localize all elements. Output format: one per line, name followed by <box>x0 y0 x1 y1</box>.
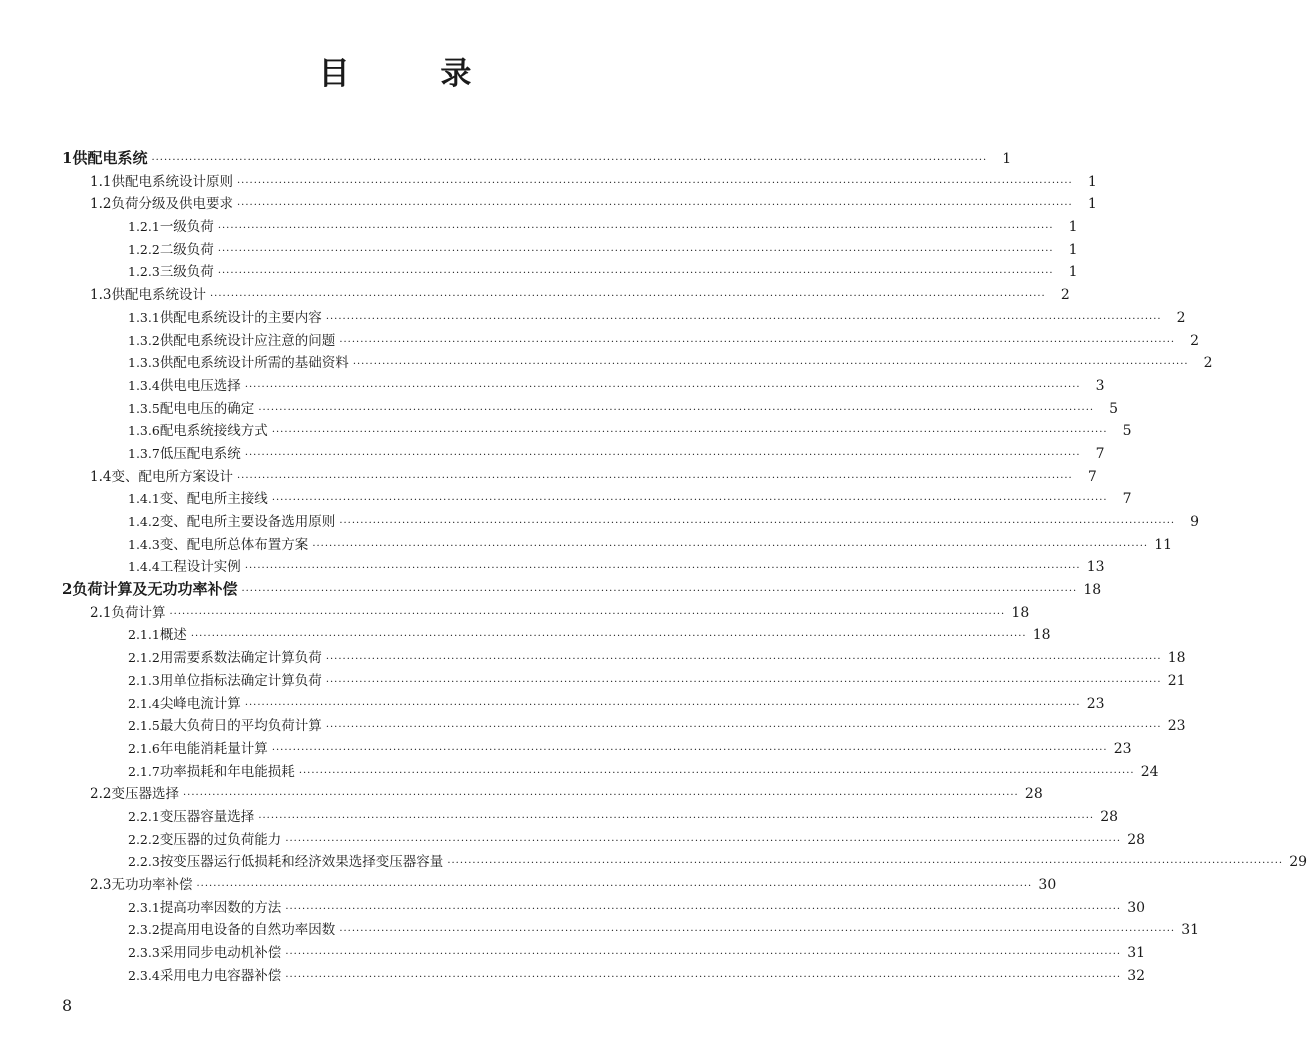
section-number: 2.3.1 <box>128 899 160 915</box>
section-number: 1.3.2 <box>128 332 160 348</box>
dot-leader: ········································································································································································································ <box>190 631 1027 643</box>
page-ref: 29 <box>1289 854 1307 871</box>
section-title: 供配电系统 <box>72 149 148 167</box>
section-title: 变、配电所总体布置方案 <box>159 536 309 553</box>
dot-leader: ········································································································································································································ <box>339 336 1176 348</box>
toc-entry[interactable] <box>60 760 1159 783</box>
dot-leader: ········································································································································································································ <box>271 427 1108 439</box>
dot-leader: ········································································································································································································ <box>236 472 1073 484</box>
dot-leader: ········································································································································································································ <box>271 495 1108 507</box>
section-number: 2.2 <box>90 786 112 803</box>
dot-leader: ········································································································································································································ <box>217 268 1054 280</box>
toc-entry[interactable] <box>60 601 1030 624</box>
section-title: 按变压器运行低损耗和经济效果选择变压器容量 <box>159 854 444 871</box>
toc-entry[interactable] <box>60 260 1078 283</box>
toc-entry[interactable] <box>60 238 1078 261</box>
page-ref: 1 <box>1068 264 1078 281</box>
toc-entry[interactable] <box>60 510 1200 533</box>
dot-leader: ········································································································································································································ <box>244 381 1081 393</box>
section-title: 二级负荷 <box>159 241 214 258</box>
page-ref: 1 <box>1002 151 1012 167</box>
dot-leader: ········································································································································································································ <box>196 881 1033 892</box>
section-title: 概述 <box>159 627 187 644</box>
section-title: 供电电压选择 <box>159 377 241 394</box>
section-title: 供配电系统设计所需的基础资料 <box>159 355 349 372</box>
dot-leader: ········································································································································································································ <box>325 654 1162 666</box>
dot-leader: ········································································································································································································ <box>244 449 1081 461</box>
dot-leader: ········································································································································································································ <box>352 359 1189 371</box>
toc-entry[interactable] <box>60 351 1213 374</box>
page-ref: 18 <box>1032 627 1051 644</box>
dot-leader: ········································································································································································································ <box>244 563 1081 575</box>
page-ref: 3 <box>1095 377 1105 394</box>
page-ref: 18 <box>1167 650 1186 667</box>
section-number: 1 <box>62 149 73 167</box>
toc-entry[interactable] <box>60 692 1105 715</box>
section-title: 尖峰电流计算 <box>159 695 241 712</box>
page-title: 目 录 <box>318 56 512 92</box>
section-title: 供配电系统设计应注意的问题 <box>159 332 336 349</box>
toc-entry[interactable] <box>60 215 1078 238</box>
section-title: 供配电系统设计原则 <box>111 173 233 190</box>
toc-entry[interactable] <box>60 397 1119 420</box>
page-number: 8 <box>62 996 73 1015</box>
section-number: 1.2 <box>90 196 112 213</box>
section-title: 负荷计算及无功功率补偿 <box>72 580 238 599</box>
section-number: 1.2.3 <box>128 264 160 280</box>
section-number: 2.3.4 <box>128 967 160 983</box>
page-ref: 30 <box>1038 877 1057 893</box>
page-ref: 28 <box>1127 831 1146 848</box>
section-number: 1.3.3 <box>128 355 160 371</box>
page-ref: 23 <box>1086 695 1105 712</box>
section-number: 2.1.1 <box>128 627 160 643</box>
section-number: 1.4 <box>90 468 112 485</box>
dot-leader: ········································································································································································································ <box>285 971 1122 983</box>
toc-entry[interactable] <box>60 873 1057 896</box>
toc-entry[interactable] <box>60 283 1070 306</box>
section-title: 提高用电设备的自然功率因数 <box>159 922 336 939</box>
toc-entry[interactable] <box>60 578 1102 601</box>
page-ref: 28 <box>1024 786 1043 803</box>
toc-entry[interactable] <box>60 623 1051 646</box>
dot-leader: ········································································································································································································ <box>169 608 1006 620</box>
toc-entry[interactable] <box>60 465 1097 488</box>
section-number: 1.4.1 <box>128 491 160 507</box>
dot-leader: ········································································································································································································ <box>298 767 1135 779</box>
page-ref: 24 <box>1140 763 1159 780</box>
toc-entry[interactable] <box>60 533 1173 556</box>
page-ref: 1 <box>1087 173 1097 190</box>
page-ref: 7 <box>1122 491 1132 508</box>
toc-entry[interactable] <box>60 669 1186 692</box>
section-number: 2.2.1 <box>128 808 160 824</box>
toc-entry[interactable] <box>60 828 1146 851</box>
section-number: 1.4.2 <box>128 514 160 529</box>
section-number: 1.4.3 <box>128 536 160 552</box>
toc-entry[interactable] <box>60 964 1146 987</box>
dot-leader: ········································································································································································································ <box>325 722 1162 734</box>
section-title: 一级负荷 <box>159 219 214 236</box>
toc-entry[interactable] <box>60 147 1012 170</box>
page-ref: 5 <box>1109 400 1119 417</box>
section-number: 1.4.4 <box>128 559 160 575</box>
dot-leader: ········································································································································································································ <box>258 404 1095 416</box>
section-number: 2.1.2 <box>128 650 160 666</box>
section-number: 2.3 <box>90 877 112 893</box>
section-title: 用需要系数法确定计算负荷 <box>159 650 322 667</box>
section-number: 1.2.1 <box>128 219 160 235</box>
page-ref: 18 <box>1083 582 1102 599</box>
section-title: 采用电力电容器补偿 <box>159 967 282 984</box>
page-ref: 7 <box>1087 468 1097 485</box>
section-title: 配电电压的确定 <box>159 400 255 417</box>
section-title: 功率损耗和年电能损耗 <box>159 763 295 780</box>
section-number: 1.2.2 <box>128 241 160 257</box>
dot-leader: ········································································································································································································ <box>271 744 1108 756</box>
dot-leader: ········································································································································································································ <box>217 223 1054 235</box>
toc-entry[interactable] <box>60 192 1097 215</box>
section-title: 采用同步电动机补偿 <box>159 945 282 962</box>
toc-entry[interactable] <box>60 896 1146 919</box>
section-title: 变压器的过负荷能力 <box>159 831 282 848</box>
toc-entry[interactable] <box>60 487 1132 510</box>
page-ref: 2 <box>1176 309 1186 326</box>
section-title: 变压器容量选择 <box>159 808 255 825</box>
page-ref: 1 <box>1068 219 1078 236</box>
toc-entry[interactable] <box>60 737 1132 760</box>
dot-leader: ········································································································································································································ <box>244 699 1081 711</box>
section-title: 无功功率补偿 <box>111 877 193 893</box>
toc-entry[interactable] <box>60 646 1186 669</box>
toc-entry[interactable] <box>60 329 1200 352</box>
section-title: 变压器选择 <box>111 786 179 803</box>
dot-leader: ········································································································································································································ <box>339 926 1176 938</box>
page-ref: 9 <box>1190 514 1200 530</box>
dot-leader: ········································································································································································································ <box>325 676 1162 688</box>
section-title: 工程设计实例 <box>159 559 241 576</box>
section-number: 1.3.5 <box>128 400 160 416</box>
section-number: 2.3.3 <box>128 945 160 961</box>
toc-entry[interactable] <box>60 306 1186 329</box>
section-title: 供配电系统设计的主要内容 <box>159 309 322 326</box>
page-ref: 11 <box>1154 536 1173 553</box>
page-ref: 23 <box>1113 740 1132 757</box>
page-ref: 30 <box>1127 899 1146 916</box>
page-ref: 23 <box>1167 718 1186 735</box>
dot-leader: ········································································································································································································ <box>285 835 1122 847</box>
toc-entry[interactable] <box>60 782 1043 805</box>
toc-entry[interactable] <box>60 941 1146 964</box>
page-ref: 32 <box>1127 967 1146 984</box>
section-number: 1.3.1 <box>128 309 160 325</box>
page-ref: 2 <box>1190 332 1200 349</box>
toc-entry[interactable] <box>60 555 1105 578</box>
page-ref: 18 <box>1011 604 1030 621</box>
section-title: 负荷计算 <box>111 604 166 621</box>
dot-leader: ········································································································································································································ <box>312 540 1149 552</box>
toc-entry[interactable] <box>60 419 1132 442</box>
section-number: 1.3.7 <box>128 445 160 461</box>
dot-leader: ········································································································································································································ <box>258 812 1095 824</box>
toc-entry[interactable] <box>60 170 1097 193</box>
section-number: 2.2.2 <box>128 831 160 847</box>
section-number: 2.1.6 <box>128 740 160 756</box>
section-number: 2.1.7 <box>128 763 160 779</box>
page-ref: 2 <box>1060 287 1070 304</box>
page-ref: 21 <box>1167 672 1186 689</box>
page-ref: 2 <box>1203 355 1213 372</box>
section-title: 变、配电所主要设备选用原则 <box>159 514 336 530</box>
page-ref: 1 <box>1068 241 1078 258</box>
page-ref: 13 <box>1086 559 1105 576</box>
page-ref: 1 <box>1087 196 1097 213</box>
section-title: 最大负荷日的平均负荷计算 <box>159 718 322 735</box>
dot-leader: ········································································································································································································ <box>217 245 1054 257</box>
toc-entry[interactable] <box>60 805 1119 828</box>
section-title: 供配电系统设计 <box>111 287 206 304</box>
section-title: 年电能消耗量计算 <box>159 740 268 757</box>
dot-leader: ········································································································································································································ <box>285 903 1122 915</box>
page-ref: 31 <box>1181 922 1200 939</box>
section-number: 2.3.2 <box>128 922 160 938</box>
section-number: 1.3 <box>90 287 112 304</box>
section-title: 提高功率因数的方法 <box>159 899 282 916</box>
section-number: 1.3.6 <box>128 423 160 439</box>
toc-entry[interactable] <box>60 714 1186 737</box>
dot-leader: ········································································································································································································ <box>151 155 988 166</box>
dot-leader: ········································································································································································································ <box>285 949 1122 961</box>
dot-leader: ········································································································································································································ <box>182 790 1019 802</box>
section-title: 变、配电所主接线 <box>159 491 268 508</box>
page-ref: 31 <box>1127 945 1146 962</box>
section-number: 2.2.3 <box>128 854 160 870</box>
toc-entry[interactable] <box>60 918 1200 941</box>
section-title: 负荷分级及供电要求 <box>111 196 233 213</box>
dot-leader: ········································································································································································································ <box>236 177 1073 189</box>
section-number: 2.1.3 <box>128 672 160 688</box>
section-title: 用单位指标法确定计算负荷 <box>159 672 322 689</box>
section-number: 1.3.4 <box>128 377 160 393</box>
section-number: 2.1.5 <box>128 718 160 734</box>
dot-leader: ········································································································································································································ <box>325 313 1162 325</box>
dot-leader: ········································································································································································································ <box>339 518 1176 529</box>
dot-leader: ········································································································································································································ <box>209 291 1046 303</box>
page-ref: 28 <box>1100 808 1119 825</box>
section-title: 配电系统接线方式 <box>159 423 268 440</box>
section-number: 1.1 <box>90 173 112 190</box>
section-title: 三级负荷 <box>159 264 214 281</box>
section-title: 变、配电所方案设计 <box>111 468 233 485</box>
table-of-contents <box>60 147 1307 986</box>
section-title: 低压配电系统 <box>159 445 241 462</box>
toc-entry[interactable] <box>60 442 1105 465</box>
toc-entry[interactable] <box>60 850 1307 873</box>
dot-leader: ········································································································································································································ <box>241 586 1078 598</box>
page-ref: 7 <box>1095 445 1105 462</box>
toc-entry[interactable] <box>60 374 1105 397</box>
section-number: 2.1 <box>90 604 112 621</box>
section-number: 2.1.4 <box>128 695 160 711</box>
dot-leader: ········································································································································································································ <box>447 858 1284 870</box>
dot-leader: ········································································································································································································ <box>236 200 1073 212</box>
section-number: 2 <box>62 580 73 599</box>
page-ref: 5 <box>1122 423 1132 440</box>
